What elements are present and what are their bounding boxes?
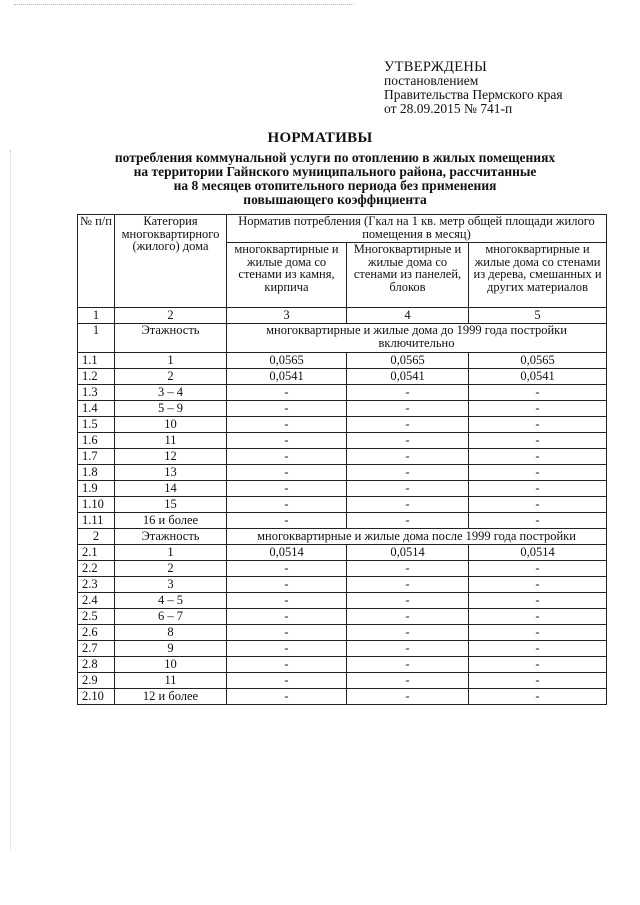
row-floors: 10 [115, 657, 227, 673]
row-value-stone: - [227, 641, 347, 657]
row-num: 1.11 [78, 513, 115, 529]
row-value-stone: - [227, 385, 347, 401]
column-numbers-row [78, 308, 607, 324]
row-value-stone: - [227, 513, 347, 529]
row-value-panel: - [347, 481, 469, 497]
column-number: 2 [115, 308, 227, 324]
row-value-panel: - [347, 449, 469, 465]
row-value-panel: - [347, 401, 469, 417]
table-row [78, 369, 607, 385]
row-floors: 4 – 5 [115, 593, 227, 609]
row-num: 1.3 [78, 385, 115, 401]
row-value-wood: - [469, 385, 607, 401]
table-row [78, 689, 607, 705]
row-value-panel: - [347, 433, 469, 449]
row-value-panel: - [347, 561, 469, 577]
row-value-panel: - [347, 513, 469, 529]
row-value-wood: - [469, 673, 607, 689]
row-value-wood: - [469, 449, 607, 465]
row-value-panel: - [347, 641, 469, 657]
header-col4: Многоквартирные и жилые дома со стенами из панелей, блоков [347, 243, 469, 308]
row-value-stone: - [227, 417, 347, 433]
table-row [78, 449, 607, 465]
header-num: № п/п [78, 215, 115, 308]
row-value-stone: - [227, 577, 347, 593]
row-value-stone: - [227, 449, 347, 465]
table-row [78, 385, 607, 401]
row-value-panel: - [347, 593, 469, 609]
approval-line: постановлением [384, 73, 479, 88]
row-floors: 1 [115, 353, 227, 369]
subtitle-line: на территории Гайнского муниципального района, рассчитанные [133, 164, 537, 179]
row-floors: 9 [115, 641, 227, 657]
row-value-panel: - [347, 465, 469, 481]
subtitle-line: на 8 месяцев отопительного периода без применения [173, 178, 497, 193]
row-floors: 6 – 7 [115, 609, 227, 625]
document-title: НОРМАТИВЫ [267, 130, 373, 146]
table-row [78, 641, 607, 657]
row-value-panel: - [347, 417, 469, 433]
table-row [78, 561, 607, 577]
row-value-stone: 0,0541 [227, 369, 347, 385]
row-value-wood: - [469, 465, 607, 481]
row-num: 2.9 [78, 673, 115, 689]
column-number: 1 [78, 308, 115, 324]
row-num: 2.3 [78, 577, 115, 593]
table-row [78, 545, 607, 561]
row-value-stone: - [227, 561, 347, 577]
row-value-stone: - [227, 657, 347, 673]
norms-table [77, 214, 607, 705]
row-value-wood: - [469, 689, 607, 705]
row-value-wood: - [469, 513, 607, 529]
table-row [78, 577, 607, 593]
table-row [78, 609, 607, 625]
row-floors: 14 [115, 481, 227, 497]
row-value-wood: - [469, 433, 607, 449]
row-num: 1.6 [78, 433, 115, 449]
row-value-stone: - [227, 465, 347, 481]
row-num: 2.7 [78, 641, 115, 657]
scan-artifact-line [14, 4, 354, 5]
row-value-panel: - [347, 673, 469, 689]
header-col5: многоквартирные и жилые дома со стенами из дерева, смешанных и других материалов [469, 243, 607, 308]
row-num: 2.8 [78, 657, 115, 673]
document-subtitle [70, 151, 600, 207]
scan-artifact-margin [10, 150, 11, 850]
row-floors: 11 [115, 433, 227, 449]
row-value-panel: - [347, 625, 469, 641]
row-num: 1.1 [78, 353, 115, 369]
row-floors: 5 – 9 [115, 401, 227, 417]
row-value-wood: 0,0541 [469, 369, 607, 385]
row-value-wood: - [469, 401, 607, 417]
row-floors: 8 [115, 625, 227, 641]
row-floors: 2 [115, 369, 227, 385]
group-category: Этажность [115, 529, 227, 545]
table-row [78, 513, 607, 529]
row-value-wood: 0,0565 [469, 353, 607, 369]
table-row [78, 673, 607, 689]
row-num: 1.10 [78, 497, 115, 513]
header-category: Категория многоквартирного (жилого) дома [115, 215, 227, 308]
subtitle-line: потребления коммунальной услуги по отоплению в жилых помещениях [114, 150, 556, 165]
group-header-row [78, 324, 607, 353]
table-row [78, 401, 607, 417]
row-num: 2.1 [78, 545, 115, 561]
row-value-wood: - [469, 609, 607, 625]
row-value-stone: - [227, 689, 347, 705]
column-number: 4 [347, 308, 469, 324]
row-value-stone: - [227, 481, 347, 497]
row-value-stone: 0,0565 [227, 353, 347, 369]
row-floors: 11 [115, 673, 227, 689]
table-header-row [78, 215, 607, 243]
group-label: многоквартирные и жилые дома после 1999 года постройки [227, 529, 607, 545]
row-num: 2.10 [78, 689, 115, 705]
table-row [78, 433, 607, 449]
row-floors: 10 [115, 417, 227, 433]
approval-line: Правительства Пермского края [384, 87, 563, 102]
row-value-stone: - [227, 497, 347, 513]
table-row [78, 625, 607, 641]
approval-title: УТВЕРЖДЕНЫ [384, 59, 488, 75]
row-value-stone: - [227, 609, 347, 625]
row-value-wood: - [469, 593, 607, 609]
table-row [78, 497, 607, 513]
row-value-stone: - [227, 593, 347, 609]
row-value-wood: - [469, 561, 607, 577]
group-header-row [78, 529, 607, 545]
row-floors: 3 – 4 [115, 385, 227, 401]
approval-block [384, 60, 624, 116]
row-floors: 12 и более [115, 689, 227, 705]
row-num: 1.9 [78, 481, 115, 497]
row-value-panel: - [347, 609, 469, 625]
row-value-wood: - [469, 481, 607, 497]
table-row [78, 481, 607, 497]
group-category: Этажность [115, 324, 227, 353]
row-floors: 3 [115, 577, 227, 593]
row-floors: 1 [115, 545, 227, 561]
row-num: 1.2 [78, 369, 115, 385]
row-value-panel: 0,0514 [347, 545, 469, 561]
group-num: 1 [78, 324, 115, 353]
subtitle-line: повышающего коэффициента [243, 192, 427, 207]
row-num: 1.7 [78, 449, 115, 465]
row-value-stone: - [227, 673, 347, 689]
row-value-wood: 0,0514 [469, 545, 607, 561]
row-value-wood: - [469, 657, 607, 673]
row-floors: 13 [115, 465, 227, 481]
row-num: 1.4 [78, 401, 115, 417]
row-value-wood: - [469, 577, 607, 593]
row-num: 2.4 [78, 593, 115, 609]
row-value-panel: - [347, 577, 469, 593]
row-value-stone: - [227, 625, 347, 641]
row-value-panel: - [347, 657, 469, 673]
row-num: 2.2 [78, 561, 115, 577]
table-row [78, 657, 607, 673]
row-value-stone: 0,0514 [227, 545, 347, 561]
row-floors: 12 [115, 449, 227, 465]
column-number: 5 [469, 308, 607, 324]
group-num: 2 [78, 529, 115, 545]
row-num: 2.5 [78, 609, 115, 625]
row-value-wood: - [469, 417, 607, 433]
column-number: 3 [227, 308, 347, 324]
header-norm: Норматив потребления (Гкал на 1 кв. метр общей площади жилого помещения в месяц) [227, 215, 607, 243]
row-floors: 2 [115, 561, 227, 577]
row-num: 1.8 [78, 465, 115, 481]
row-value-panel: - [347, 385, 469, 401]
header-col3: многоквартирные и жилые дома со стенами из камня, кирпича [227, 243, 347, 308]
row-value-wood: - [469, 641, 607, 657]
group-label: многоквартирные и жилые дома до 1999 года постройки включительно [227, 324, 607, 353]
row-value-panel: 0,0565 [347, 353, 469, 369]
approval-line: от 28.09.2015 № 741-п [384, 101, 513, 116]
table-row [78, 353, 607, 369]
row-value-wood: - [469, 625, 607, 641]
row-num: 1.5 [78, 417, 115, 433]
row-value-panel: - [347, 689, 469, 705]
row-value-stone: - [227, 433, 347, 449]
row-value-panel: - [347, 497, 469, 513]
table-row [78, 465, 607, 481]
row-value-wood: - [469, 497, 607, 513]
table-row [78, 417, 607, 433]
row-num: 2.6 [78, 625, 115, 641]
row-value-panel: 0,0541 [347, 369, 469, 385]
table-row [78, 593, 607, 609]
row-value-stone: - [227, 401, 347, 417]
row-floors: 16 и более [115, 513, 227, 529]
row-floors: 15 [115, 497, 227, 513]
